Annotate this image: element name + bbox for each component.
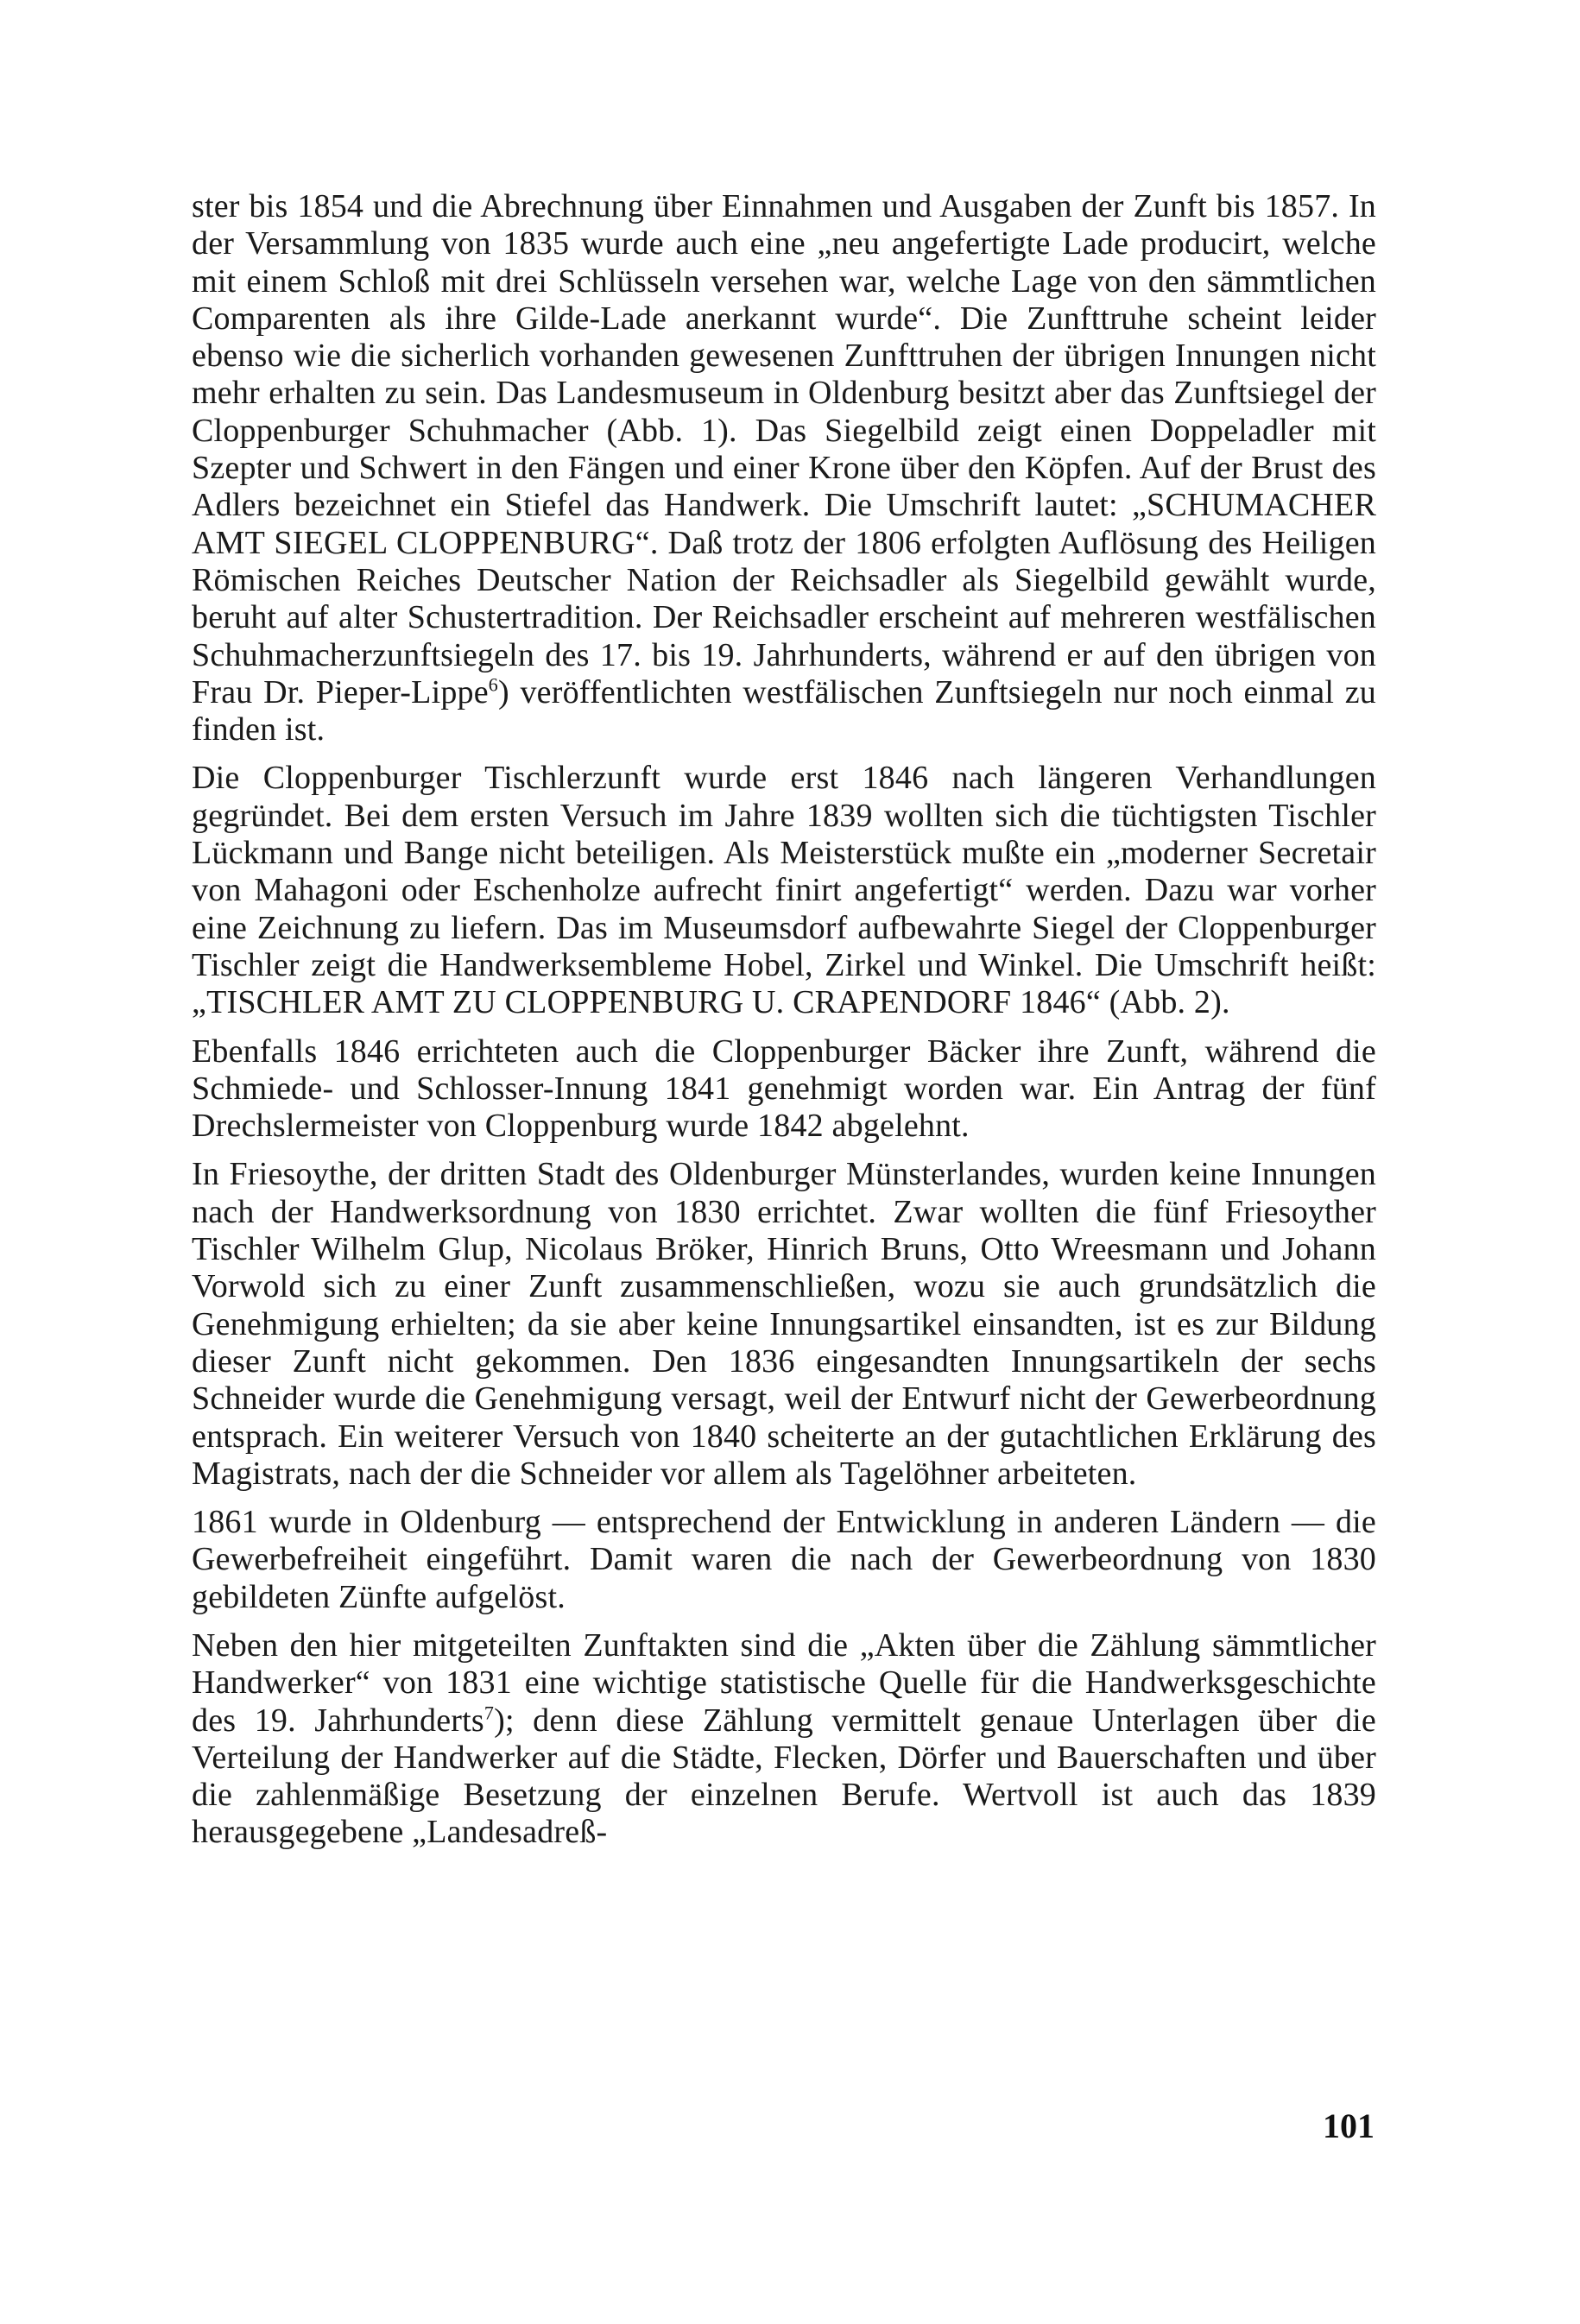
paragraph-1 <box>192 188 1376 748</box>
paragraph-3: Ebenfalls 1846 errichteten auch die Cloppenburger Bäcker ihre Zunft, während die Schmiede- und Schlosser-Innung 1841 genehmigt worden war. Ein Antrag der fünf Drechslermeister von Cloppenburg wurde 1842 abgelehnt. <box>192 1033 1376 1145</box>
paragraph-text-continued: ) veröffentlichten westfälischen Zunftsiegeln nur noch einmal zu finden ist. <box>192 673 1376 748</box>
page-body <box>192 188 1376 1863</box>
paragraph-text-continued: ); denn diese Zählung vermittelt genaue Unterlagen über die Verteilung der Handwerker auf die Städte, Flecken, Dörfer und Bauerschaften und über die zahlenmäßige Besetzung der einzelnen Berufe. Wertvoll ist auch das 1839 herausgegebene „Landesadreß- <box>192 1702 1376 1851</box>
paragraph-text: Neben den hier mitgeteilten Zunftakten sind die „Akten über die Zählung sämmtlicher Handwerker“ von 1831 eine wichtige statistische Quelle für die Handwerksgeschichte des 19. Jahrhunderts <box>192 1626 1376 1739</box>
footnote-ref: 7 <box>483 1701 495 1723</box>
page-number: 101 <box>1323 2106 1375 2145</box>
paragraph-6 <box>192 1627 1376 1852</box>
paragraph-4: In Friesoythe, der dritten Stadt des Oldenburger Münsterlandes, wurden keine Innungen nach der Handwerksordnung von 1830 errichtet. Zwar wollten die fünf Friesoyther Tischler Wilhelm Glup, Nicolaus Bröker, Hinrich Bruns, Otto Wreesmann und Johann Vorwold sich zu einer Zunft zusammenschließen, wozu sie auch grundsätzlich die Genehmigung erhielten; da sie aber keine Innungsartikel einsandten, ist es zur Bildung dieser Zunft nicht gekommen. Den 1836 eingesandten Innungsartikeln der sechs Schneider wurde die Genehmigung versagt, weil der Entwurf nicht der Gewerbeordnung entsprach. Ein weiterer Versuch von 1840 scheiterte an der gutachtlichen Erklärung des Magistrats, nach der die Schneider vor allem als Tagelöhner arbeiteten. <box>192 1156 1376 1492</box>
paragraph-5: 1861 wurde in Oldenburg — entsprechend der Entwicklung in anderen Ländern — die Gewerbefreiheit eingeführt. Damit waren die nach der Gewerbeordnung von 1830 gebildeten Zünfte aufgelöst. <box>192 1504 1376 1615</box>
footnote-ref: 6 <box>488 673 498 696</box>
paragraph-text: ster bis 1854 und die Abrechnung über Einnahmen und Ausgaben der Zunft bis 1857. In der Versammlung von 1835 wurde auch eine „neu angefertigte Lade producirt, welche mit einem Schloß mit drei Schlüsseln versehen war, welche Lage von den sämmtlichen Comparenten als ihre Gilde-Lade anerkannt wurde“. Die Zunfttruhe scheint leider ebenso wie die sicherlich vorhanden gewesenen Zunfttruhen der übrigen Innungen nicht mehr erhalten zu sein. Das Landesmuseum in Oldenburg besitzt aber das Zunftsiegel der Cloppenburger Schuhmacher (Abb. 1). Das Siegelbild zeigt einen Doppeladler mit Szepter und Schwert in den Fängen und einer Krone über den Köpfen. Auf der Brust des Adlers bezeichnet ein Stiefel das Handwerk. Die Umschrift lautet: „SCHUMACHER AMT SIEGEL CLOPPENBURG“. Daß trotz der 1806 erfolgten Auflösung des Heiligen Römischen Reiches Deutscher Nation der Reichsadler als Siegelbild gewählt wurde, beruht auf alter Schustertradition. Der Reichsadler erscheint auf mehreren westfälischen Schuhmacherzunftsiegeln des 17. bis 19. Jahrhunderts, während er auf den übrigen von Frau Dr. Pieper-Lippe <box>192 188 1376 710</box>
paragraph-2: Die Cloppenburger Tischlerzunft wurde erst 1846 nach längeren Verhandlungen gegründet. Bei dem ersten Versuch im Jahre 1839 wollten sich die tüchtigsten Tischler Lückmann und Bange nicht beteiligen. Als Meisterstück mußte ein „moderner Secretair von Mahagoni oder Eschenholze aufrecht finirt angefertigt“ werden. Dazu war vorher eine Zeichnung zu liefern. Das im Museumsdorf aufbewahrte Siegel der Cloppenburger Tischler zeigt die Handwerksembleme Hobel, Zirkel und Winkel. Die Umschrift heißt: „TISCHLER AMT ZU CLOPPENBURG U. CRAPENDORF 1846“ (Abb. 2). <box>192 760 1376 1021</box>
